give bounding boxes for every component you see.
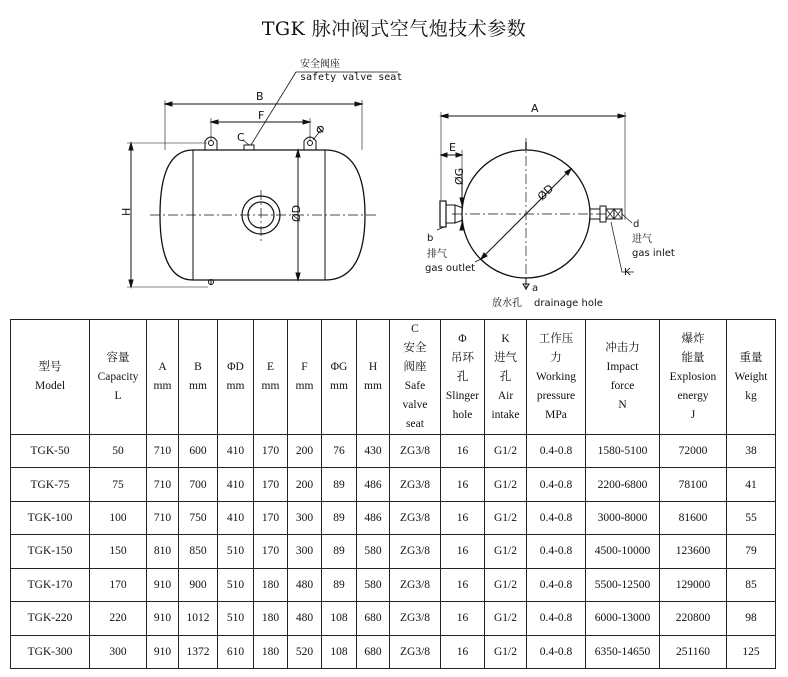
table-cell: 180 (254, 568, 288, 601)
table-cell: 0.4-0.8 (527, 435, 586, 468)
dim-label-OD-side: ØD (290, 204, 303, 222)
technical-drawing (0, 0, 788, 318)
table-cell: 510 (218, 602, 254, 635)
table-cell: G1/2 (485, 468, 527, 501)
column-header (288, 320, 322, 435)
table-cell: G1/2 (485, 435, 527, 468)
tank-side-view (127, 72, 398, 287)
dim-label-A: A (531, 102, 539, 115)
table-cell: 16 (441, 468, 485, 501)
column-header-line: Φ (458, 332, 467, 345)
column-header-line: mm (226, 380, 245, 392)
gas-inlet-label-cn: 进气 (632, 234, 652, 245)
column-header-line: 重量 (739, 351, 763, 364)
label-d: d (633, 219, 640, 230)
column-header-line: energy (677, 389, 709, 402)
table-cell: 0.4-0.8 (527, 535, 586, 568)
table-cell: 3000-8000 (586, 501, 660, 534)
table-cell: 220800 (660, 602, 727, 635)
column-header-line: 工作压 (538, 332, 574, 345)
column-header-line: Weight (734, 370, 768, 383)
column-header-line: seat (406, 418, 424, 430)
table-cell: ZG3/8 (390, 468, 441, 501)
column-header-line: hole (452, 408, 473, 421)
table-cell: G1/2 (485, 602, 527, 635)
table-cell: TGK-170 (11, 568, 90, 601)
column-header (254, 320, 288, 435)
table-cell: 300 (90, 635, 147, 668)
gas-outlet-label-cn: 排气 (427, 249, 447, 260)
table-cell: 170 (254, 501, 288, 534)
table-cell: 16 (441, 435, 485, 468)
table-cell: 610 (218, 635, 254, 668)
column-header (727, 320, 776, 435)
table-header-row (11, 320, 776, 435)
table-cell: 910 (147, 635, 179, 668)
column-header-line: 力 (550, 351, 562, 364)
column-header (586, 320, 660, 435)
column-header-line: mm (364, 380, 382, 392)
column-header-line: 容量 (106, 351, 130, 364)
table-row (11, 568, 776, 601)
table-cell: 580 (357, 535, 390, 568)
table-cell: 89 (322, 568, 357, 601)
table-cell: 2200-6800 (586, 468, 660, 501)
column-header (322, 320, 357, 435)
table-cell: 600 (179, 435, 218, 468)
column-header-line: kg (745, 389, 757, 402)
table-cell: 78100 (660, 468, 727, 501)
table-body (11, 435, 776, 669)
column-header-line: J (690, 408, 696, 421)
column-header-line: 冲击力 (605, 342, 640, 354)
table-cell: 520 (288, 635, 322, 668)
table-cell: 680 (357, 602, 390, 635)
table-cell: 16 (441, 635, 485, 668)
column-header-line: Capacity (97, 370, 139, 383)
table-row (11, 468, 776, 501)
table-cell: ZG3/8 (390, 602, 441, 635)
column-header-line: mm (153, 380, 172, 392)
table-cell: 0.4-0.8 (527, 568, 586, 601)
table-cell: 680 (357, 635, 390, 668)
table-row (11, 501, 776, 534)
table-cell: 410 (218, 468, 254, 501)
table-cell: 710 (147, 468, 179, 501)
table-cell: 486 (357, 468, 390, 501)
table-cell: 300 (288, 535, 322, 568)
table-cell: 430 (357, 435, 390, 468)
table-cell: 100 (90, 501, 147, 534)
column-header-line: intake (491, 408, 520, 421)
column-header-line: 能量 (681, 351, 705, 364)
table-cell: 486 (357, 501, 390, 534)
column-header-line: 进气 (494, 351, 517, 364)
table-cell: G1/2 (485, 568, 527, 601)
dim-label-OG: ØG (453, 167, 466, 185)
column-header-line: 吊环 (451, 351, 474, 364)
table-cell: G1/2 (485, 501, 527, 534)
table-cell: 75 (90, 468, 147, 501)
table-cell: 76 (322, 435, 357, 468)
column-header-line: B (194, 361, 202, 373)
column-header-line: C (411, 323, 419, 335)
table-cell: 1012 (179, 602, 218, 635)
table-cell: 108 (322, 602, 357, 635)
table-cell: ZG3/8 (390, 568, 441, 601)
dim-label-C: C (237, 131, 245, 144)
table-cell: 16 (441, 602, 485, 635)
gas-inlet-label-en: gas inlet (632, 248, 675, 259)
table-cell: 510 (218, 568, 254, 601)
table-cell: 98 (727, 602, 776, 635)
table-cell: 510 (218, 535, 254, 568)
table-cell: TGK-100 (11, 501, 90, 534)
column-header-line: E (266, 361, 275, 373)
table-cell: 1580-5100 (586, 435, 660, 468)
column-header-line: 型号 (38, 361, 62, 373)
table-cell: 55 (727, 501, 776, 534)
column-header-line: 安全 (403, 342, 427, 354)
table-cell: 79 (727, 535, 776, 568)
column-header (441, 320, 485, 435)
dim-label-B: B (256, 90, 264, 103)
column-header (147, 320, 179, 435)
column-header-line: Safe (404, 380, 426, 392)
table-cell: 89 (322, 468, 357, 501)
table-cell: 6000-13000 (586, 602, 660, 635)
column-header-line: MPa (545, 408, 567, 421)
column-header-line: Slinger (445, 389, 480, 402)
column-header-line: valve (402, 399, 428, 411)
label-K: K (624, 267, 631, 278)
table-cell: 125 (727, 635, 776, 668)
table-cell: TGK-75 (11, 468, 90, 501)
column-header (218, 320, 254, 435)
page-title: TGK 脉冲阀式空气炮技术参数 (261, 18, 527, 40)
column-header-line: L (114, 389, 122, 402)
table-cell: 700 (179, 468, 218, 501)
column-header-line: Air (497, 389, 514, 402)
column-header-line: ΦD (227, 361, 244, 373)
column-header-line: mm (330, 380, 348, 392)
table-cell: 108 (322, 635, 357, 668)
table-cell: 170 (254, 435, 288, 468)
column-header (179, 320, 218, 435)
table-cell: G1/2 (485, 635, 527, 668)
column-header-line: force (610, 380, 635, 392)
table-cell: 750 (179, 501, 218, 534)
column-header-line: pressure (536, 389, 576, 402)
column-header-line: Model (34, 380, 66, 392)
column-header-line: Working (536, 370, 576, 383)
table-cell: 910 (147, 568, 179, 601)
table-cell: 170 (90, 568, 147, 601)
table-cell: 200 (288, 435, 322, 468)
dim-label-OD-end: ØD (535, 181, 557, 204)
column-header-line: mm (261, 380, 280, 392)
column-header-line: 阀座 (403, 361, 427, 373)
table-cell: 16 (441, 535, 485, 568)
table-cell: TGK-50 (11, 435, 90, 468)
column-header-line: Impact (606, 361, 639, 373)
table-cell: 41 (727, 468, 776, 501)
drainage-hole-label-cn: 放水孔 (492, 298, 522, 309)
column-header-line: mm (189, 380, 207, 392)
column-header-line: 孔 (499, 370, 512, 383)
table-cell: 300 (288, 501, 322, 534)
table-cell: 410 (218, 435, 254, 468)
table-cell: 89 (322, 535, 357, 568)
table-cell: 0.4-0.8 (527, 501, 586, 534)
table-cell: TGK-220 (11, 602, 90, 635)
column-header-line: mm (295, 380, 314, 392)
spec-table (10, 319, 776, 669)
table-cell: TGK-300 (11, 635, 90, 668)
table-cell: 251160 (660, 635, 727, 668)
table-cell: 0.4-0.8 (527, 635, 586, 668)
drainage-hole-label-en: drainage hole (534, 298, 603, 309)
table-cell: 81600 (660, 501, 727, 534)
table-cell: 38 (727, 435, 776, 468)
table-cell: ZG3/8 (390, 535, 441, 568)
table-cell: 200 (288, 468, 322, 501)
table-cell: 850 (179, 535, 218, 568)
table-cell: 900 (179, 568, 218, 601)
dim-label-E: E (449, 141, 456, 154)
table-cell: 810 (147, 535, 179, 568)
dim-label-H: H (120, 207, 133, 216)
table-cell: G1/2 (485, 535, 527, 568)
table-cell: 580 (357, 568, 390, 601)
safety-valve-label-cn: 安全阀座 (300, 59, 340, 70)
table-cell: 72000 (660, 435, 727, 468)
column-header-line: K (501, 332, 510, 345)
column-header (390, 320, 441, 435)
table-row (11, 635, 776, 668)
table-cell: 129000 (660, 568, 727, 601)
table-row (11, 602, 776, 635)
label-b: b (427, 233, 434, 244)
column-header (660, 320, 727, 435)
table-cell: 480 (288, 602, 322, 635)
table-cell: 180 (254, 635, 288, 668)
table-cell: 710 (147, 435, 179, 468)
table-cell: ZG3/8 (390, 435, 441, 468)
table-cell: 16 (441, 568, 485, 601)
table-cell: 180 (254, 602, 288, 635)
column-header-line: 爆炸 (681, 332, 705, 345)
column-header-line: Explosion (669, 370, 717, 383)
table-cell: 1372 (179, 635, 218, 668)
column-header (11, 320, 90, 435)
table-cell: 150 (90, 535, 147, 568)
table-cell: 50 (90, 435, 147, 468)
table-cell: 710 (147, 501, 179, 534)
gas-outlet-label-en: gas outlet (425, 263, 476, 274)
column-header-line: H (368, 361, 378, 373)
dim-label-phi: Φ (312, 122, 329, 138)
label-a: a (532, 283, 539, 294)
table-cell: 5500-12500 (586, 568, 660, 601)
table-cell: 910 (147, 602, 179, 635)
column-header-line: ΦG (330, 361, 348, 373)
table-cell: 16 (441, 501, 485, 534)
table-cell: 85 (727, 568, 776, 601)
dim-label-F: F (258, 109, 265, 122)
table-cell: 220 (90, 602, 147, 635)
table-row (11, 435, 776, 468)
column-header-line: F (301, 361, 308, 373)
table-cell: 6350-14650 (586, 635, 660, 668)
column-header (527, 320, 586, 435)
column-header-line: N (618, 399, 627, 411)
column-header-line: A (158, 361, 167, 373)
table-cell: 89 (322, 501, 357, 534)
column-header (90, 320, 147, 435)
table-cell: ZG3/8 (390, 635, 441, 668)
safety-valve-label-en: safety valve seat (300, 72, 403, 83)
table-cell: 4500-10000 (586, 535, 660, 568)
column-header-line: 孔 (456, 370, 469, 383)
column-header (357, 320, 390, 435)
table-cell: 170 (254, 468, 288, 501)
table-row (11, 535, 776, 568)
table-cell: 123600 (660, 535, 727, 568)
table-cell: 410 (218, 501, 254, 534)
table-cell: 480 (288, 568, 322, 601)
column-header (485, 320, 527, 435)
table-cell: ZG3/8 (390, 501, 441, 534)
table-cell: 0.4-0.8 (527, 602, 586, 635)
table-cell: TGK-150 (11, 535, 90, 568)
table-cell: 170 (254, 535, 288, 568)
table-cell: 0.4-0.8 (527, 468, 586, 501)
